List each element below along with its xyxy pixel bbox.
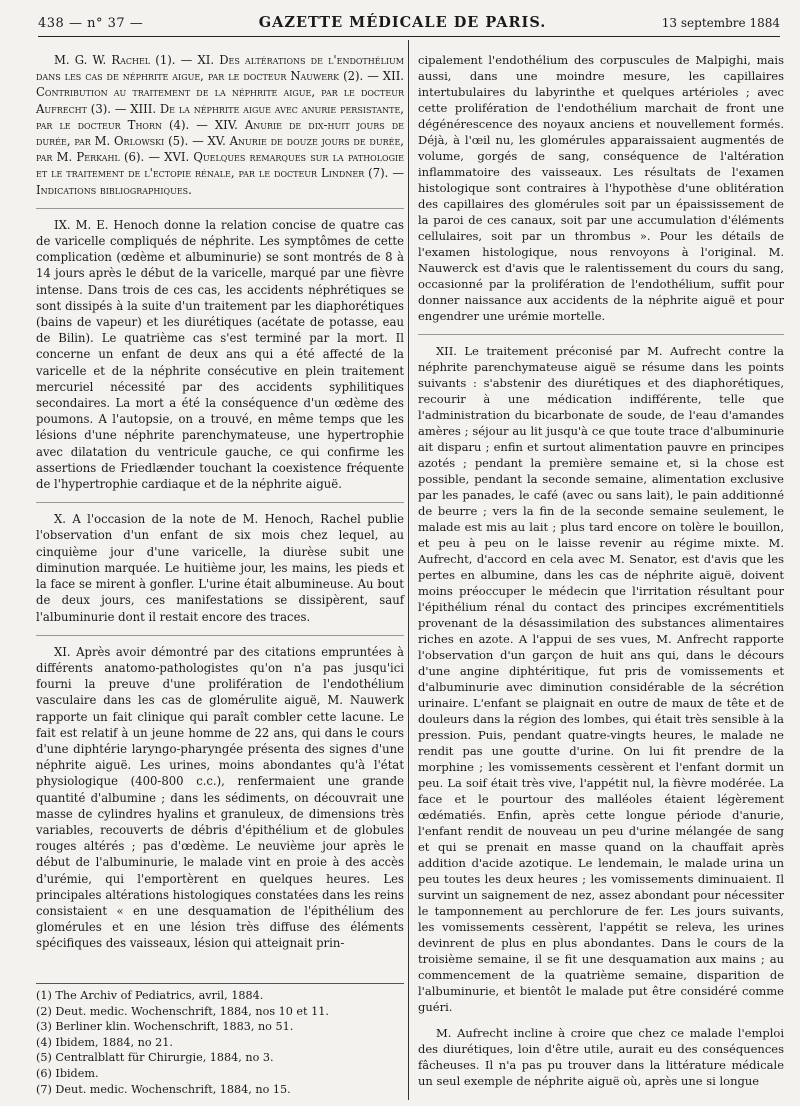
footnote: (3) Berliner klin. Wochenschrift, 1883, no 51. bbox=[36, 1020, 294, 1034]
page-header bbox=[38, 14, 780, 37]
page-number: 438 — n° 37 — bbox=[38, 16, 144, 31]
column-divider bbox=[408, 40, 409, 1100]
issue-date: 13 septembre 1884 bbox=[661, 16, 780, 30]
paragraph-final: M. Aufrecht incline à croire que chez ce malade l'emploi des diurétiques, loin d'être utile, aurait eu des conséquences fâcheuses. Il n'a pas pu trouver dans la littérature médicale un seul exemple de néphrite aiguë où, après une si longue bbox=[418, 1026, 784, 1088]
section-summary: M. G. W. Rachel (1). — XI. Des altérations de l'endothélium dans les cas de néphrite aigue, par le docteur Nauwerk (2). — XII. Contribution au traitement de la néphrite aigue, par le docteur Aufrecht (3). — XIII. De la néphrite aigue avec anurie persistante, par le docteur Thorn (4). — XIV. Anurie de dix-huit jours de durée, par M. Orlowski (5). — XV. Anurie de douze jours de durée, par M. Perkahl (6). — XVI. Quelques remarques sur la pathologie et le traitement de l'ectopie rénale, par le docteur Lindner (7). — Indications bibliographiques. bbox=[36, 53, 404, 197]
separator bbox=[36, 208, 404, 209]
separator bbox=[418, 334, 784, 335]
paragraph-x: X. A l'occasion de la note de M. Henoch, Rachel publie l'observation d'un enfant de six mois chez lequel, au cinquième jour d'une varicelle, la diurèse subit une diminution marquée. Le huitième jour, les mains, les pieds et la face se mirent à gonfler. L'urine était albumineuse. Au bout de deux jours, ces manifestations se dissipèrent, sauf l'albuminurie dont il restait encore des traces. bbox=[36, 512, 404, 624]
footnote: (6) Ibidem. bbox=[36, 1066, 99, 1080]
footnote: (7) Deut. medic. Wochenschrift, 1884, no 15. bbox=[36, 1082, 291, 1096]
left-column bbox=[36, 52, 404, 962]
footnote: (4) Ibidem, 1884, no 21. bbox=[36, 1035, 173, 1049]
footnote: (2) Deut. medic. Wochenschrift, 1884, nos 10 et 11. bbox=[36, 1004, 329, 1018]
paragraph-ix: IX. M. E. Henoch donne la relation concise de quatre cas de varicelle compliqués de néphrite. Les symptômes de cette complication (œdème et albuminurie) se sont montrés de 8 à 14 jours après le début de la varicelle, marqué par une fièvre intense. Dans trois de ces cas, les accidents néphrétiques se sont dissipés à la suite d'un traitement par les diaphorétiques (bains de vapeur) et les diurétiques (acétate de potasse, eau de Bilin). Le quatrième cas s'est terminé par la mort. Il concerne un enfant de deux ans qui a été affecté de la varicelle et de la néphrite consécutive en plein traitement mercuriel nécessité par des accidents syphilitiques secondaires. La mort a été la conséquence d'un œdème des poumons. A l'autopsie, on a trouvé, en même temps que les lésions d'une néphrite parenchymateuse, une hypertrophie avec dilatation du ventricule gauche, ce qui confirme les assertions de Friedlænder touchant la coexistence fréquente de l'hypertrophie cardiaque et de la néphrite aiguë. bbox=[36, 217, 404, 492]
footnotes bbox=[36, 983, 404, 1097]
paragraph-xi: XI. Après avoir démontré par des citations empruntées à différents anatomo-pathologistes qu'on n'a pas jusqu'ici fourni la preuve d'une prolifération de l'endothélium vasculaire dans les cas de glomérulite aiguë, M. Nauwerk rapporte un fait clinique qui paraît combler cette lacune. Le fait est relatif à un jeune homme de 22 ans, qui dans le cours d'une diphtérie laryngo-pharyngée présenta des signes d'une néphrite aiguë. Les urines, moins abondantes qu'à l'état physiologique (400-800 c.c.), renfermaient une grande quantité d'albumine ; dans les sédiments, on découvrait une masse de cylindres hyalins et granuleux, de dimensions très variables, recouverts de débris d'épithélium et de globules rouges altérés ; pas d'œdème. Le neuvième jour après le début de l'albuminurie, le malade vint en proie à des accès d'urémie, qui l'emportèrent en quelques heures. Les principales altérations histologiques constatées dans les reins consistaient « en une desquamation de l'épithélium des glomérules et en une lésion très diffuse des éléments spécifiques des vaisseaux, lésion qui atteignait prin- bbox=[36, 644, 404, 951]
journal-title: GAZETTE MÉDICALE DE PARIS. bbox=[258, 14, 547, 31]
separator bbox=[36, 635, 404, 636]
footnote: (1) The Archiv of Pediatrics, avril, 1884. bbox=[36, 989, 264, 1002]
paragraph-xi-continued: cipalement l'endothélium des corpuscules de Malpighi, mais aussi, dans une moindre mesure, les capillaires intertubulaires du labyrinthe et quelques artérioles ; avec cette prolifération de l'endothélium marchait de front une dégénérescence des noyaux anciens et nouvellement formés. Déjà, à l'œil nu, les glomérules apparaissaient augmentés de volume, gorgés de sang, conséquence de l'altération inflammatoire des vaisseaux. Les résultats de l'examen histologique sont contraires à l'hypothèse d'une oblitération des capillaires des glomérules soit par un épaississement de la paroi de ces canaux, soit par une accumulation d'éléments cellulaires, soit par un thrombus ». Pour les détails de l'examen histologique, nous renvoyons à l'original. M. Nauwerck est d'avis que le ralentissement du cours du sang, occasionné par la prolifération de l'endothélium, suffit pour donner naissance aux accidents de la néphrite aiguë et pour engendrer une urémie mortelle. bbox=[418, 53, 784, 323]
footnote: (5) Centralblatt für Chirurgie, 1884, no 3. bbox=[36, 1051, 274, 1065]
separator bbox=[36, 502, 404, 503]
right-column bbox=[418, 52, 784, 1099]
paragraph-xii: XII. Le traitement préconisé par M. Aufrecht contre la néphrite parenchymateuse aiguë se résume dans les points suivants : s'abstenir des diurétiques et des diaphorétiques, recourir à une médication indifférente, telle que l'administration du bicarbonate de soude, de l'eau d'amandes amères ; séjour au lit jusqu'à ce que toute trace d'albuminurie ait disparu ; enfin et surtout alimentation pauvre en principes azotés ; pendant la première semaine et, si la chose est possible, pendant la seconde semaine, alimentation exclusive par les panades, le café (avec ou sans lait), le pain additionné de beurre ; vers la fin de la seconde semaine seulement, le malade est mis au lait ; plus tard encore on tolère le bouillon, et peu à peu on le laisse revenir au régime mixte. M. Aufrecht, d'accord en cela avec M. Senator, est d'avis que les pertes en albumine, dans les cas de néphrite aiguë, doivent moins préoccuper le médecin que l'irritation résultant pour l'épithélium rénal du contact des principes excrémentitiels provenant de la désassimilation des substances alimentaires riches en azote. A l'appui de ses vues, M. Anfrecht rapporte l'observation d'un garçon de huit ans qui, dans le décours d'une angine diphtéritique, fut pris de vomissements et d'albuminurie avec diminution considérable de la sécrétion urinaire. L'enfant se plaignait en outre de maux de tête et de douleurs dans la région des lombes, qui était très sensible à la pression. Puis, pendant quatre-vingts heures, le malade ne rendit pas une goutte d'urine. On lui fit prendre de la morphine ; les vomissements cessèrent et l'enfant dormit un peu. La soif était très vive, l'appétit nul, la fièvre modérée. La face et le pourtour des malléoles étaient légèrement œdématiés. Enfin, après cette longue période d'anurie, l'enfant rendit de nouveau un peu d'urine mélangée de sang et qui se prenait en masse quand on la chauffait après addition d'acide azotique. Le lendemain, le malade urina un peu toutes les deux heures ; les vomissements diminuaient. Il survint un saignement de nez, assez abondant pour nécessiter le tamponnement au perchlorure de fer. Les jours suivants, les vomissements cessèrent, l'appétit se releva, les urines devinrent de plus en plus abondantes. Dans le cours de la troisième semaine, il se fit une desquamation aux mains ; au commencement de la quatrième semaine, disparition de l'albuminurie, et bientôt le malade put être considéré comme guéri. bbox=[418, 344, 784, 1014]
